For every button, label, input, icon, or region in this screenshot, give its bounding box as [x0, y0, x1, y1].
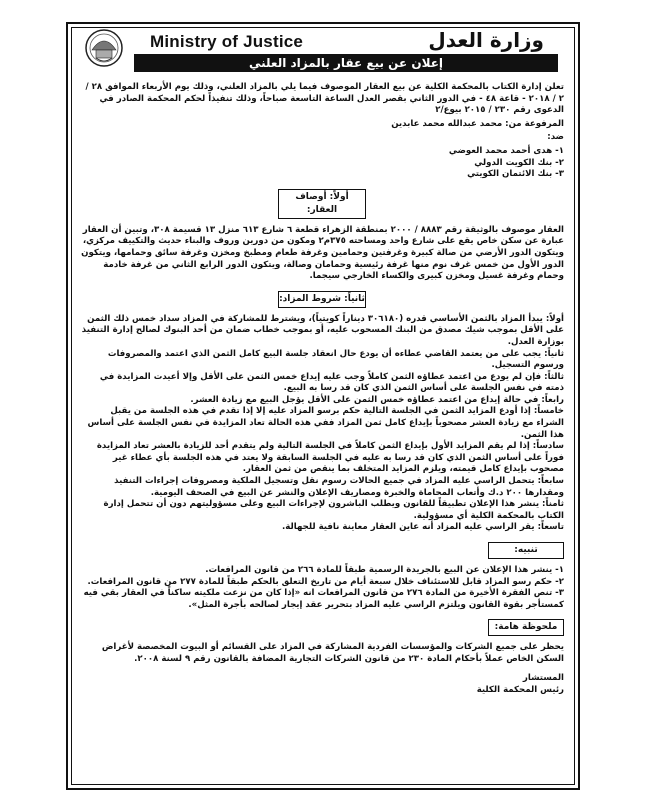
important-note: يحظر على جميع الشركات والمؤسسات الفردية المشاركة في المزاد على القسائم أو البيوت المخصصة لأغراض السكن الخاص عملاً بأحكام المادة ٢٣٠ من قانون الشركات التجارية المضافة بالقانون رقم ٩ لسنة ٢٠٠٨.: [101, 642, 564, 664]
signature-role: رئيس المحكمة الكلية: [476, 684, 564, 695]
notice-list: [80, 565, 564, 611]
property-description: العقار موصوف بالوثيقة رقم ٨٨٨٣ / ٢٠٠٠ بمنطقة الزهراء قطعة ٦ شارع ٦١٣ منزل ١٣ قسيمة ٣٠٨، وتبين أن العقار عبارة عن سكن خاص يقع على شارع واحد ومساحته ٣٧٥م٢ ومكون من دورين وروف والبناء حديث والتكييف مركزي، ويتكون الدور الأرضي من صالة كبيرة وغرفتين وحمامين وغرفة طعام ومطبخ ومخزن وغرفة سائق وحمامها، ويتكون الدور الأول من خمس غرف نوم منها غرفة رئيسية وحمامان وصالة، ويتكون الدور الرابع الثاني من غرفة خادمة وحمام وغرفة غسيل ومخزن كبيرى والكساء الخارجي سيجما.: [81, 224, 564, 282]
document-frame: [66, 22, 580, 790]
section-heading-conditions: ثانياً: شروط المزاد:: [278, 291, 366, 308]
notice-item: ٣- تنص الفقرة الأخيرة من المادة ٢٧٦ من قانون المرافعات انه «إذا كان من نزعت ملكيته ساكناً في العقار بقي فيه كمستأجر بقوة القانون ويلتزم الراسي عليه المزاد بتحرير عقد إيجار لصالحه بأجرة المثل».: [83, 588, 564, 610]
condition-item: سادساً: إذا لم يقم المزايد الأول بإيداع الثمن كاملاً في الجلسة التالية ولم يتقدم أحد للزيادة بالعشر تعاد المزايدة فوراً على أساس الثمن الذي كان قد رسا به عليه في الجلسة السابقة ولا يعتد في هذه الجلسة بأي عطاء غير مصحوب بإيداع كامل قيمته، ويلزم المزايد المتخلف بما ينقص من ثمن العقار.: [96, 441, 564, 475]
title-arabic: وزارة العدل: [428, 28, 544, 52]
defendants-list: [80, 146, 564, 181]
kuwait-emblem-icon: [84, 28, 124, 68]
condition-item: أولاً: يبدأ المزاد بالثمن الأساسي قدره (٣٠٦١٨٠ ديناراً كويتياً)، ويشترط للمشاركة في المزاد سداد خمس ذلك الثمن على الأقل بموجب شيك مصدق من البنك المسحوب عليه، أو بموجب خطاب ضمان من أحد البنوك لصالح إدارة التنفيذ بوزارة العدل.: [81, 313, 564, 347]
document-body: [80, 82, 564, 696]
conditions-list: [80, 314, 564, 534]
defendant-item: ١- هدى أحمد محمد العوضي: [448, 145, 564, 156]
signature-title: المستشار: [522, 672, 564, 683]
condition-item: خامساً: إذا أودع المزايد الثمن في الجلسة التالية حكم برسو المزاد عليه إلا إذا تقدم في هذه الجلسة من يقبل الشراء مع زيادة العشر مصحوباً بإيداع كامل ثمن المزاد ففي هذه الحالة تعاد المزايدة في نفس الجلسة على أساس هذا الثمن.: [87, 406, 564, 440]
notice-item: ٢- حكم رسو المزاد قابل للاستئناف خلال سبعة أيام من تاريخ التعلق بالحكم طبقاً للمادة ٢٧٧ من قانون المرافعات.: [87, 576, 564, 587]
condition-item: ثامناً: ينشر هذا الإعلان تطبيقاً للقانون ويطلب الباشرون لإجراءات البيع وعلى مسؤوليتهم دون أن تتحمل إدارة الكتاب بالمحكمة الكلية أي مسؤولية.: [103, 499, 564, 521]
condition-item: ثانياً: يجب على من يعتمد القاضي عطاءه أن يودع حال انعقاد جلسة البيع كامل الثمن الذي اعتمد والمصروفات ورسوم التسجيل.: [107, 348, 564, 371]
notice-item: ١- ينشر هذا الإعلان عن البيع بالجريدة الرسمية طبقاً للمادة ٢٦٦ من قانون المرافعات.: [205, 565, 564, 575]
condition-item: تاسعاً: يقر الراسي عليه المزاد أنه عاين العقار معاينة نافية للجهالة.: [282, 522, 564, 533]
defendant-item: ٣- بنك الائتمان الكويتي: [467, 169, 564, 180]
section-heading-property: أولاً: أوصاف العقار:: [278, 189, 366, 219]
condition-item: رابعاً: في حالة إيداع من اعتمد عطاؤه خمس الثمن على الأقل يؤجل البيع مع زيادة العشر.: [190, 394, 564, 405]
section-heading-notice: تنبيه:: [488, 542, 564, 559]
condition-item: ثالثاً: فإن لم يودع من اعتمد عطاؤه الثمن كاملاً وجب عليه إيداع خمس الثمن على الأقل وإلا أعيدت المزايدة في ذمته في نفس الجلسة على أساس الثمن الذي كان قد رسا به البيع.: [99, 371, 564, 394]
plaintiff-line: المرفوعة من: محمد عبدالله محمد عابدين: [391, 118, 564, 129]
against-line: ضد:: [547, 132, 564, 143]
intro-paragraph: تعلن إدارة الكتاب بالمحكمة الكلية عن بيع العقار الموصوف فيما يلي بالمزاد العلني، وذلك يوم الأربعاء الموافق ٢٨ / ٢ / ٢٠١٨ - قاعة ٤٨ - في الدور الثاني بقصر العدل الساعة التاسعة صباحاً، وذلك تنفيذاً لحكم المحكمة الصادر في الدعوى رقم ٢٣٠ / ٢٠١٥ بيوع/٢: [85, 82, 564, 116]
signature-block: [80, 672, 564, 696]
title-english: Ministry of Justice: [150, 32, 304, 51]
section-heading-important-note: ملحوظة هامة:: [488, 619, 564, 636]
header: [68, 24, 578, 72]
announcement-banner: إعلان عن بيع عقار بالمزاد العلني: [134, 54, 558, 72]
condition-item: سابعاً: يتحمل الراسي عليه المزاد في جميع الحالات رسوم نقل وتسجيل الملكية ومصروفات إجراءات التنفيذ ومقدارها ٢٠٠ د.ك وأتعاب المحاماة والخبرة ومصاريف الإعلان والنشر عن البيع في الصحف اليومية.: [114, 476, 564, 498]
defendant-item: ٢- بنك الكويت الدولي: [474, 157, 564, 168]
